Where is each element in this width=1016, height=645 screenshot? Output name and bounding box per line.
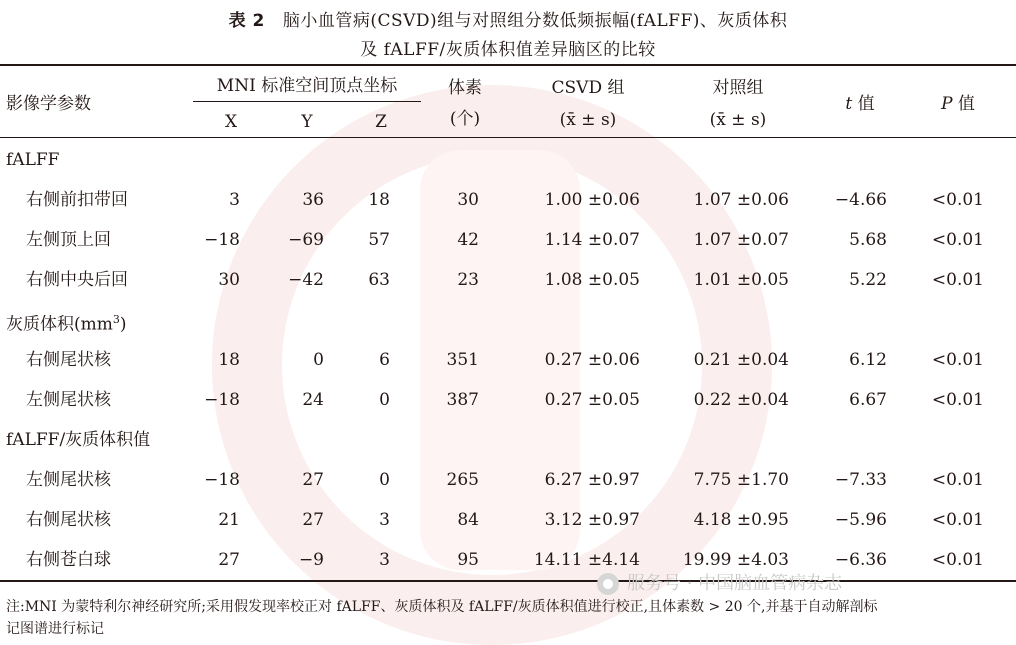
- cell-p: <0.01: [931, 350, 984, 370]
- header-rule: [0, 137, 1016, 138]
- cell-p: <0.01: [931, 510, 984, 530]
- cell-x: −18: [204, 230, 240, 250]
- header-p: [941, 94, 975, 114]
- cell-y: −42: [288, 270, 324, 290]
- cell-csvd: 0.27 ±0.06: [544, 350, 640, 370]
- cell-t: 5.22: [849, 270, 887, 290]
- cell-voxels: 84: [457, 510, 479, 530]
- table-footnote: [6, 596, 1012, 640]
- cell-p: <0.01: [931, 470, 984, 490]
- cell-region: 右侧前扣带回: [26, 190, 128, 210]
- header-voxel-2: (个): [449, 109, 481, 129]
- cell-csvd: 6.27 ±0.97: [544, 470, 640, 490]
- cell-ctrl: 4.18 ±0.95: [693, 510, 789, 530]
- cell-region: 左侧尾状核: [26, 390, 111, 410]
- footnote-line-2: 记图谱进行标记: [6, 621, 104, 637]
- cell-ctrl: 1.07 ±0.07: [693, 230, 789, 250]
- cell-y: 24: [302, 390, 324, 410]
- cell-z: 3: [379, 510, 390, 530]
- footnote-line-1: 注:MNI 为蒙特利尔神经研究所;采用假发现率校正对 fALFF、灰质体积及 fALFF/灰质体积值进行校正,且体素数 > 20 个,并基于自动解剖标: [6, 599, 878, 615]
- cell-y: 27: [302, 470, 324, 490]
- wechat-logo-icon: [597, 573, 619, 595]
- header-y: Y: [301, 112, 313, 132]
- cell-x: 21: [218, 510, 240, 530]
- cell-p: <0.01: [931, 270, 984, 290]
- cell-ctrl: 0.21 ±0.04: [693, 350, 789, 370]
- section-title-sup: 3: [112, 313, 120, 326]
- header-t-letter: t: [845, 94, 853, 114]
- cell-z: 3: [379, 550, 390, 570]
- cell-p: <0.01: [931, 190, 984, 210]
- cell-x: −18: [204, 390, 240, 410]
- header-t-suffix: 值: [852, 94, 875, 114]
- header-ctrl-2: (x̄ ± s): [709, 110, 767, 130]
- cell-z: 57: [368, 230, 390, 250]
- cell-voxels: 42: [457, 230, 479, 250]
- header-p-letter: P: [941, 94, 953, 114]
- cell-region: 右侧尾状核: [26, 510, 111, 530]
- cell-t: 6.12: [849, 350, 887, 370]
- cell-y: −69: [288, 230, 324, 250]
- cell-ctrl: 0.22 ±0.04: [693, 390, 789, 410]
- cell-z: 18: [368, 190, 390, 210]
- caption-title-1: 脑小血管病(CSVD)组与对照组分数低频振幅(fALFF)、灰质体积: [282, 11, 788, 31]
- caption-line-1: [0, 6, 1016, 31]
- cell-x: −18: [204, 470, 240, 490]
- cell-x: 30: [218, 270, 240, 290]
- header-csvd-1: CSVD 组: [551, 78, 625, 98]
- header-x: X: [224, 112, 238, 132]
- cell-t: 6.67: [849, 390, 887, 410]
- top-rule: [0, 64, 1016, 66]
- cell-y: −9: [298, 550, 324, 570]
- cell-csvd: 1.14 ±0.07: [544, 230, 640, 250]
- cell-voxels: 387: [446, 390, 479, 410]
- table-number: 表 2: [228, 11, 265, 31]
- header-p-suffix: 值: [952, 94, 975, 114]
- cell-p: <0.01: [931, 390, 984, 410]
- cell-z: 6: [379, 350, 390, 370]
- watermark-text: 服务号 · 中国脑血管病杂志: [627, 573, 843, 594]
- cell-ctrl: 7.75 ±1.70: [693, 470, 789, 490]
- cell-t: 5.68: [849, 230, 887, 250]
- mni-rule: [193, 101, 421, 102]
- cell-ctrl: 1.07 ±0.06: [693, 190, 789, 210]
- cell-z: 63: [368, 270, 390, 290]
- cell-y: 36: [302, 190, 324, 210]
- cell-x: 27: [218, 550, 240, 570]
- cell-csvd: 1.08 ±0.05: [544, 270, 640, 290]
- cell-t: −4.66: [834, 190, 887, 210]
- header-ctrl-1: 对照组: [712, 78, 764, 98]
- cell-voxels: 95: [457, 550, 479, 570]
- cell-p: <0.01: [931, 550, 984, 570]
- cell-csvd: 1.00 ±0.06: [544, 190, 640, 210]
- section-title: [6, 310, 127, 335]
- cell-p: <0.01: [931, 230, 984, 250]
- cell-region: 左侧顶上回: [26, 230, 111, 250]
- cell-y: 0: [313, 350, 324, 370]
- cell-z: 0: [379, 390, 390, 410]
- cell-voxels: 265: [446, 470, 479, 490]
- cell-csvd: 14.11 ±4.14: [533, 550, 640, 570]
- cell-y: 27: [302, 510, 324, 530]
- cell-voxels: 23: [457, 270, 479, 290]
- section-title-end: ): [119, 314, 127, 335]
- cell-csvd: 0.27 ±0.05: [544, 390, 640, 410]
- cell-x: 18: [218, 350, 240, 370]
- cell-t: −7.33: [834, 470, 887, 490]
- header-param: 影像学参数: [6, 94, 91, 114]
- section-title: fALFF: [6, 150, 60, 170]
- cell-t: −5.96: [834, 510, 887, 530]
- cell-region: 左侧尾状核: [26, 470, 111, 490]
- bottom-rule: [0, 580, 1016, 582]
- cell-region: 右侧中央后回: [26, 270, 128, 290]
- header-voxel-1: 体素: [448, 78, 482, 98]
- section-title-text: 灰质体积(mm: [6, 314, 113, 335]
- caption-line-2: 及 fALFF/灰质体积值差异脑区的比较: [360, 40, 656, 60]
- cell-t: −6.36: [834, 550, 887, 570]
- header-csvd-2: (x̄ ± s): [559, 110, 617, 130]
- cell-region: 右侧苍白球: [26, 550, 111, 570]
- header-z: Z: [375, 112, 387, 132]
- cell-csvd: 3.12 ±0.97: [544, 510, 640, 530]
- header-t: [845, 94, 874, 114]
- cell-voxels: 351: [446, 350, 479, 370]
- cell-voxels: 30: [457, 190, 479, 210]
- header-mni: MNI 标准空间顶点坐标: [216, 76, 398, 96]
- wechat-watermark: [597, 569, 842, 595]
- cell-ctrl: 1.01 ±0.05: [693, 270, 789, 290]
- cell-z: 0: [379, 470, 390, 490]
- cell-region: 右侧尾状核: [26, 350, 111, 370]
- section-title: fALFF/灰质体积值: [6, 430, 151, 450]
- cell-ctrl: 19.99 ±4.03: [682, 550, 789, 570]
- cell-x: 3: [229, 190, 240, 210]
